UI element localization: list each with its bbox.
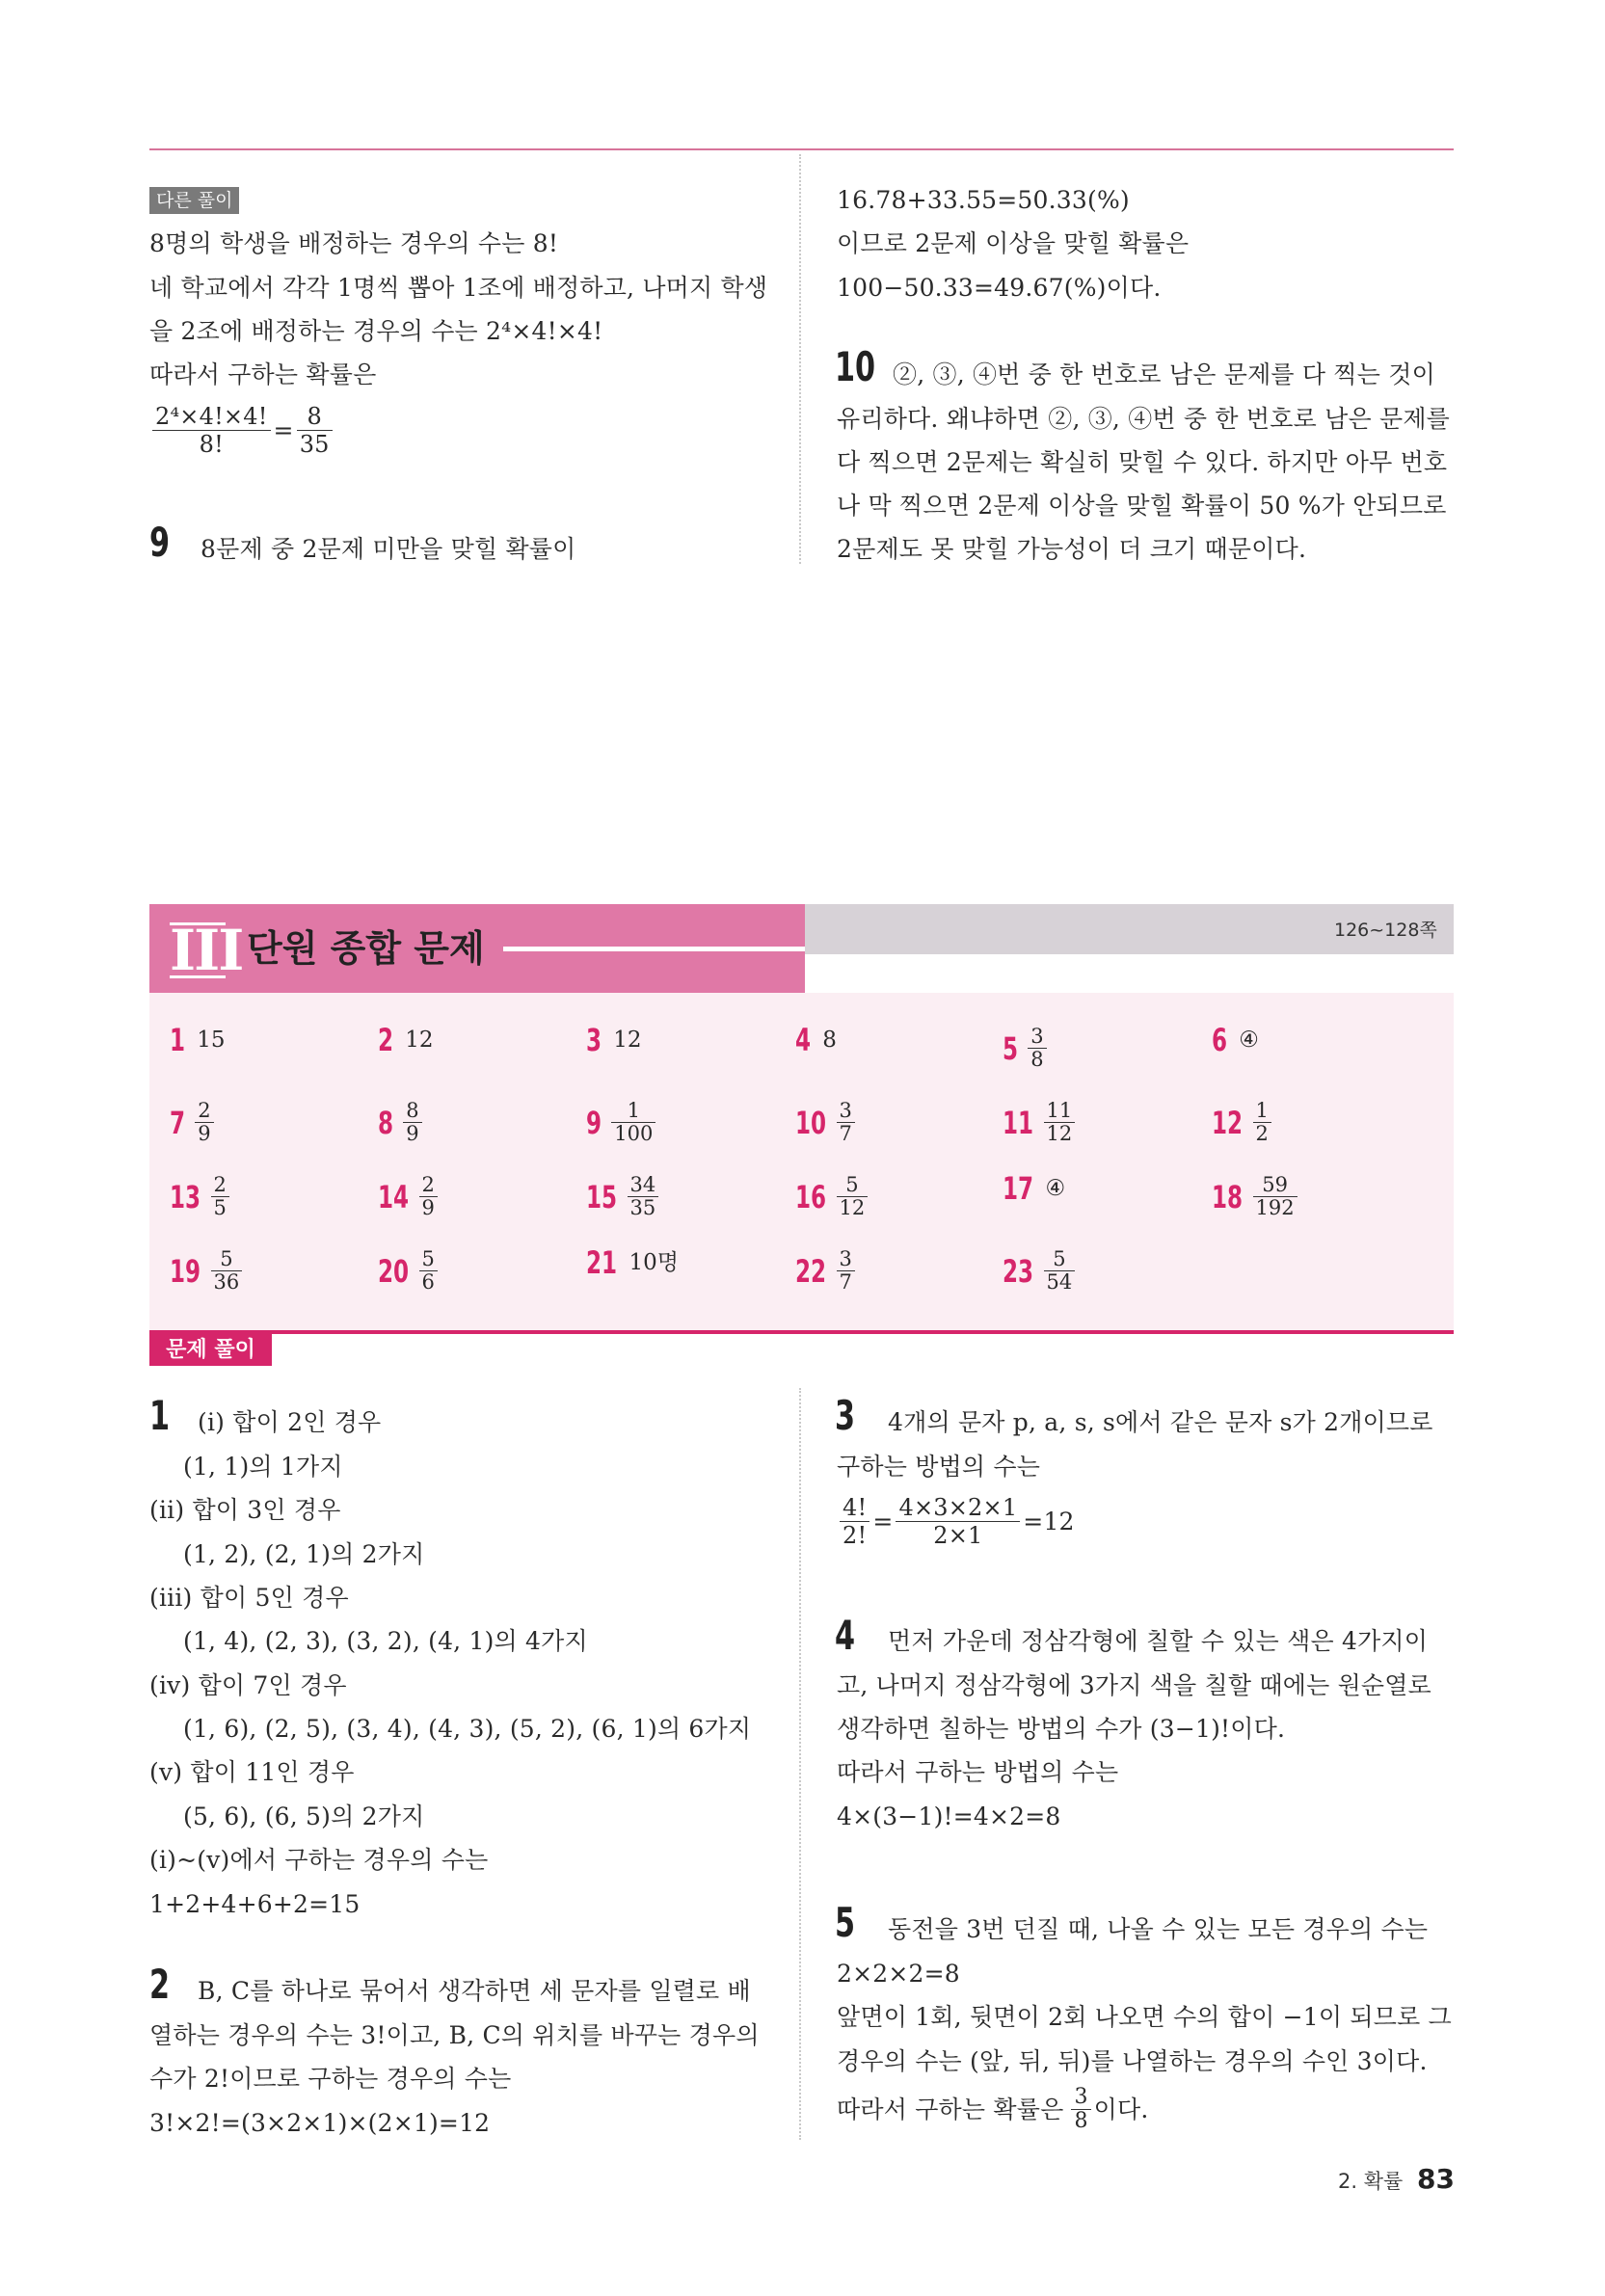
answer-number: 7 (170, 1104, 186, 1141)
answer-number: 17 (1003, 1170, 1034, 1207)
text-line: 경우의 수는 (앞, 뒤, 뒤)를 나열하는 경우의 수인 3이다. (837, 2047, 1428, 2075)
answer-number: 21 (586, 1244, 618, 1281)
answer-value: 15 (197, 1028, 226, 1053)
numerator: 5 (837, 1174, 869, 1197)
text-line: 을 2조에 배정하는 경우의 수는 2⁴×4!×4! (149, 317, 603, 345)
denominator: 12 (839, 1196, 866, 1219)
text-line: 나 막 찍으면 2문제 이상을 맞힐 확률이 50 %가 안되므로 (837, 492, 1447, 520)
probability-formula (149, 403, 335, 458)
numerator: 3 (1028, 1026, 1046, 1049)
answer-fraction (837, 1248, 855, 1294)
answers-bottom-rule (149, 1330, 1454, 1334)
page-range: 126~128쪽 (1334, 920, 1437, 941)
text-line: 3!×2!=(3×2×1)×(2×1)=12 (149, 2109, 491, 2137)
numerator: 2⁴×4!×4! (152, 403, 271, 431)
numerator: 8 (403, 1100, 421, 1123)
numerator: 1 (1253, 1100, 1271, 1123)
answer-fraction (1253, 1174, 1297, 1219)
answer-item (1003, 1248, 1078, 1294)
fraction (840, 1494, 869, 1549)
numerator: 5 (211, 1248, 243, 1271)
answer-item (1003, 1170, 1066, 1207)
numerator: 4! (840, 1494, 869, 1522)
numerator: 5 (419, 1248, 438, 1271)
equals-sign: = (872, 1507, 894, 1535)
answer-item (795, 1174, 870, 1219)
solution-number-2: 2 (149, 1961, 171, 2008)
answer-item (586, 1174, 661, 1219)
fraction (896, 1494, 1020, 1549)
text-line: 2문제도 못 맞힐 가능성이 더 크기 때문이다. (837, 535, 1307, 563)
numerator: 4×3×2×1 (896, 1494, 1020, 1522)
solution-number-5: 5 (835, 1899, 856, 1946)
result: =12 (1023, 1507, 1075, 1535)
denominator: 36 (213, 1270, 240, 1294)
text-line: 4×(3−1)!=4×2=8 (837, 1802, 1061, 1830)
text-line: (5, 6), (6, 5)의 2가지 (183, 1802, 425, 1830)
answer-number: 8 (378, 1104, 394, 1141)
answer-fraction (1044, 1100, 1076, 1145)
answer-fraction (419, 1174, 438, 1219)
denominator: 9 (198, 1122, 211, 1145)
denominator: 100 (614, 1122, 654, 1145)
footer-chapter: 2. 확률 (1338, 2170, 1404, 2193)
numerator: 5 (1044, 1248, 1076, 1271)
numerator: 8 (297, 403, 333, 431)
numerator: 3 (837, 1248, 855, 1271)
answer-number: 16 (795, 1178, 827, 1215)
denominator: 2×1 (933, 1522, 983, 1549)
numerator: 59 (1253, 1174, 1297, 1197)
solutions-tag: 문제 풀이 (149, 1334, 272, 1366)
answer-number: 11 (1003, 1104, 1034, 1141)
answer-item (1003, 1026, 1050, 1071)
text-suffix: 이다. (1093, 2095, 1149, 2123)
numerator: 2 (211, 1174, 229, 1197)
answer-number: 15 (586, 1178, 618, 1215)
answer-fraction (837, 1174, 869, 1219)
answer-fraction (1253, 1100, 1271, 1145)
answer-number: 13 (170, 1178, 201, 1215)
text-line: 1+2+4+6+2=15 (149, 1890, 361, 1918)
numerator: 2 (419, 1174, 438, 1197)
text-line: 4개의 문자 p, a, s, s에서 같은 문자 s가 2개이므로 (888, 1408, 1433, 1436)
answer-fraction (195, 1100, 213, 1145)
denominator: 54 (1046, 1270, 1073, 1294)
answer-number: 22 (795, 1252, 827, 1290)
denominator: 9 (406, 1122, 419, 1145)
answer-fraction (611, 1100, 655, 1145)
text-line: 유리하다. 왜냐하면 ②, ③, ④번 중 한 번호로 남은 문제를 (837, 405, 1451, 433)
problem-number-9: 9 (149, 519, 171, 566)
numerator: 1 (611, 1100, 655, 1123)
answer-value: ④ (1045, 1176, 1066, 1201)
column-divider-top (799, 154, 801, 564)
text-line: 이므로 2문제 이상을 맞힐 확률은 (837, 229, 1190, 257)
permutation-formula (837, 1494, 1075, 1549)
equals-sign: = (273, 415, 294, 444)
unit-roman-numeral: III (170, 918, 243, 983)
text-line: 16.78+33.55=50.33(%) (837, 186, 1130, 214)
denominator: 8! (199, 431, 224, 458)
answer-item (1003, 1100, 1078, 1145)
answer-value: 10명 (629, 1250, 680, 1275)
answer-item (170, 1248, 245, 1294)
text-line: (1, 6), (2, 5), (3, 4), (4, 3), (5, 2), (6, 1)의 6가지 (183, 1715, 752, 1743)
answer-item (170, 1100, 217, 1145)
text-line: 100−50.33=49.67(%)이다. (837, 274, 1162, 302)
answer-fraction (403, 1100, 421, 1145)
text-line: (iv) 합이 7인 경우 (149, 1671, 347, 1699)
numerator: 3 (837, 1100, 855, 1123)
fraction (152, 403, 271, 458)
answer-item (795, 1248, 858, 1294)
answer-number: 20 (378, 1252, 410, 1290)
text-line: 따라서 구하는 방법의 수는 (837, 1758, 1119, 1786)
text-prefix: 따라서 구하는 확률은 (837, 2095, 1064, 2123)
denominator: 8 (1074, 2109, 1088, 2133)
problem-number-10: 10 (835, 343, 876, 390)
answer-fraction (1028, 1026, 1046, 1071)
answer-item (586, 1022, 642, 1058)
denominator: 5 (213, 1196, 227, 1219)
answer-fraction (1044, 1248, 1076, 1294)
text-line: 네 학교에서 각각 1명씩 뽑아 1조에 배정하고, 나머지 학생 (149, 274, 768, 302)
denominator: 2 (1255, 1122, 1269, 1145)
text-line: 열하는 경우의 수는 3!이고, B, C의 위치를 바꾸는 경우의 (149, 2021, 760, 2049)
answer-fraction (419, 1248, 438, 1294)
denominator: 35 (299, 431, 330, 458)
answer-number: 14 (378, 1178, 410, 1215)
unit-title: 단원 종합 문제 (247, 927, 485, 970)
text-line: (1, 2), (2, 1)의 2가지 (183, 1540, 425, 1568)
answer-number: 3 (586, 1022, 602, 1058)
denominator: 7 (839, 1122, 852, 1145)
roman-numeral-frame (170, 922, 226, 978)
text-line: 다 찍으면 2문제는 확실히 맞힐 수 있다. 하지만 아무 번호 (837, 448, 1448, 476)
answer-item (378, 1248, 441, 1294)
numerator: 11 (1044, 1100, 1076, 1123)
text-line: (i) 합이 2인 경우 (198, 1408, 382, 1436)
text-line: ②, ③, ④번 중 한 번호로 남은 문제를 다 찍는 것이 (893, 360, 1435, 388)
answer-item (1212, 1022, 1259, 1058)
text-line: 수가 2!이므로 구하는 경우의 수는 (149, 2065, 512, 2093)
answer-number: 2 (378, 1022, 394, 1058)
alt-solution-tag: 다른 풀이 (149, 187, 239, 214)
fraction (1071, 2086, 1090, 2133)
answer-number: 6 (1212, 1022, 1228, 1058)
answer-fraction (837, 1100, 855, 1145)
answer-fraction (628, 1174, 659, 1219)
answer-item (170, 1174, 232, 1219)
answer-value: 8 (822, 1028, 837, 1053)
fraction (297, 403, 333, 458)
text-line: 구하는 방법의 수는 (837, 1453, 1041, 1481)
denominator: 8 (1030, 1048, 1044, 1071)
text-line: (iii) 합이 5인 경우 (149, 1584, 349, 1612)
text-line: (v) 합이 11인 경우 (149, 1758, 355, 1786)
answer-item (795, 1022, 837, 1058)
text-line: 생각하면 칠하는 방법의 수가 (3−1)!이다. (837, 1715, 1286, 1743)
answer-item (795, 1100, 858, 1145)
denominator: 2! (843, 1522, 868, 1549)
text-line: 먼저 가운데 정삼각형에 칠할 수 있는 색은 4가지이 (888, 1627, 1429, 1655)
answer-number: 10 (795, 1104, 827, 1141)
solution-number-1: 1 (149, 1392, 171, 1439)
answer-number: 23 (1003, 1252, 1034, 1290)
answer-item (586, 1244, 680, 1281)
text-line: (ii) 합이 3인 경우 (149, 1496, 341, 1524)
denominator: 7 (839, 1270, 852, 1294)
answer-number: 1 (170, 1022, 186, 1058)
answer-item (378, 1022, 434, 1058)
answer-fraction (211, 1174, 229, 1219)
top-rule (149, 148, 1454, 150)
numerator: 3 (1071, 2086, 1090, 2110)
denominator: 192 (1255, 1196, 1295, 1219)
footer-page-number: 83 (1417, 2163, 1455, 2195)
answer-item (378, 1174, 441, 1219)
text-line: 고, 나머지 정삼각형에 3가지 색을 칠할 때에는 원순열로 (837, 1671, 1431, 1699)
text-line: (1, 1)의 1가지 (183, 1453, 343, 1481)
answer-item (1212, 1100, 1274, 1145)
text-line: B, C를 하나로 묶어서 생각하면 세 문자를 일렬로 배 (198, 1977, 751, 2005)
text-line: 동전을 3번 던질 때, 나올 수 있는 모든 경우의 수는 (888, 1915, 1429, 1943)
answer-number: 18 (1212, 1178, 1244, 1215)
answer-item (586, 1100, 658, 1145)
denominator: 9 (421, 1196, 435, 1219)
text-line: 따라서 구하는 확률은 (149, 360, 377, 388)
solution-number-4: 4 (835, 1612, 856, 1659)
text-line: 8명의 학생을 배정하는 경우의 수는 8! (149, 229, 559, 257)
answer-number: 5 (1003, 1029, 1019, 1067)
numerator: 34 (628, 1174, 659, 1197)
text-line: (i)~(v)에서 구하는 경우의 수는 (149, 1846, 489, 1874)
solution-number-3: 3 (835, 1392, 856, 1439)
title-underline (503, 947, 805, 951)
answer-number: 12 (1212, 1104, 1244, 1141)
column-divider-bottom (799, 1388, 801, 2140)
answer-fraction (211, 1248, 243, 1294)
answer-value: 12 (613, 1028, 642, 1053)
answer-item (170, 1022, 226, 1058)
answer-number: 4 (795, 1022, 812, 1058)
numerator: 2 (195, 1100, 213, 1123)
denominator: 12 (1046, 1122, 1073, 1145)
answer-item (1212, 1174, 1300, 1219)
answer-number: 19 (170, 1252, 201, 1290)
problem-9-text: 8문제 중 2문제 미만을 맞힐 확률이 (201, 535, 576, 563)
final-probability-line (837, 2086, 1149, 2133)
text-line: 앞면이 1회, 뒷면이 2회 나오면 수의 합이 −1이 되므로 그 (837, 2003, 1452, 2031)
answer-number: 9 (586, 1104, 602, 1141)
answer-item (378, 1100, 425, 1145)
text-line: 2×2×2=8 (837, 1960, 960, 1988)
answer-value: 12 (405, 1028, 434, 1053)
denominator: 35 (629, 1196, 656, 1219)
answer-value: ④ (1239, 1028, 1259, 1053)
text-line: (1, 4), (2, 3), (3, 2), (4, 1)의 4가지 (183, 1627, 588, 1655)
denominator: 6 (421, 1270, 435, 1294)
